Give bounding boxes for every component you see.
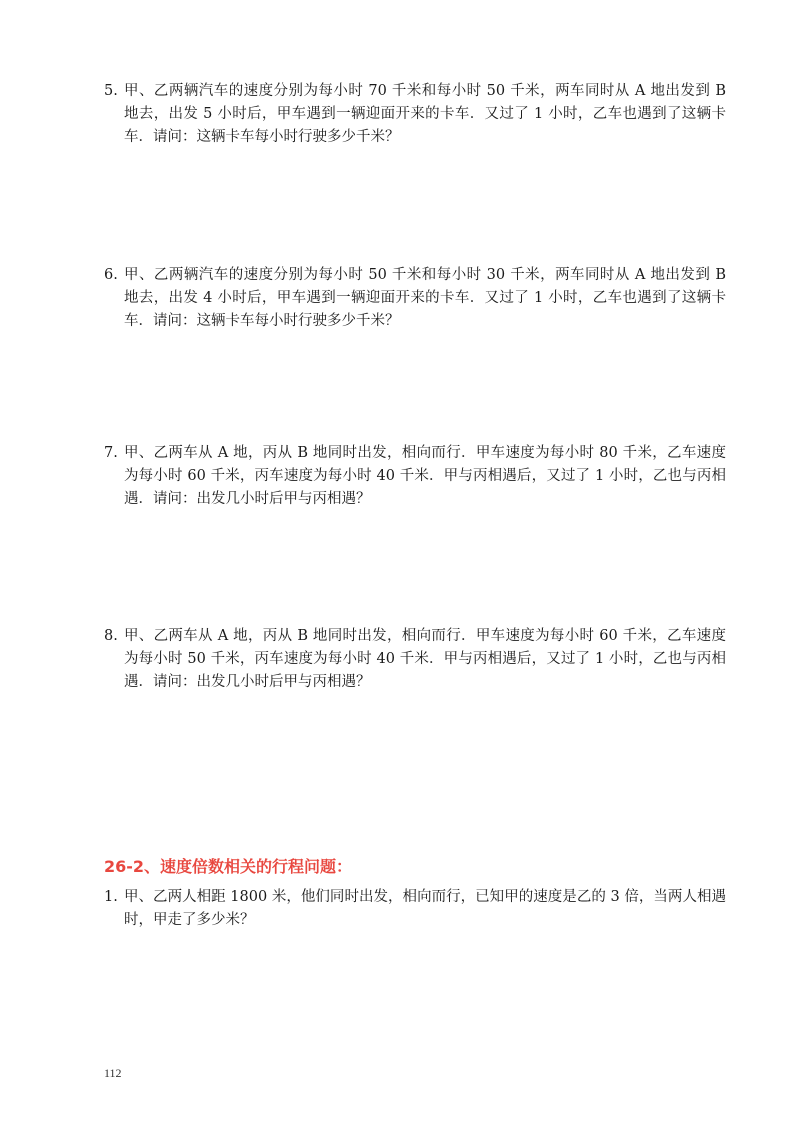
problem-number: 7. bbox=[104, 445, 118, 461]
section-title: 26-2、速度倍数相关的行程问题： bbox=[104, 857, 353, 876]
problem-number: 8. bbox=[104, 628, 118, 644]
problem-text: 甲、乙两人相距 1800 米，他们同时出发，相向而行，已知甲的速度是乙的 3 倍，当两人相遇时，甲走了多少米？ bbox=[124, 889, 726, 928]
problem-text: 甲、乙两辆汽车的速度分别为每小时 50 千米和每小时 30 千米，两车同时从 A 地出发到 B 地去，出发 4 小时后，甲车遇到一辆迎面开来的卡车．又过了 1 小时，乙车也遇到了这辆卡车．请问：这辆卡车每小时行驶多少千米？ bbox=[124, 267, 726, 329]
problem-number: 6. bbox=[104, 267, 118, 283]
problem-text: 甲、乙两辆汽车的速度分别为每小时 70 千米和每小时 50 千米，两车同时从 A 地出发到 B 地去，出发 5 小时后，甲车遇到一辆迎面开来的卡车．又过了 1 小时，乙车也遇到了这辆卡车．请问：这辆卡车每小时行驶多少千米？ bbox=[124, 83, 726, 145]
problem-26-2-1 bbox=[104, 886, 726, 932]
problem-8 bbox=[104, 625, 726, 694]
problem-number: 1. bbox=[104, 889, 118, 905]
problem-text: 甲、乙两车从 A 地，丙从 B 地同时出发，相向而行．甲车速度为每小时 80 千米，乙车速度为每小时 60 千米，丙车速度为每小时 40 千米．甲与丙相遇后，又过了 1 小时，乙也与丙相遇．请问：出发几小时后甲与丙相遇？ bbox=[124, 445, 726, 507]
page-number: 112 bbox=[104, 1066, 122, 1080]
problem-text: 甲、乙两车从 A 地，丙从 B 地同时出发，相向而行．甲车速度为每小时 60 千米，乙车速度为每小时 50 千米，丙车速度为每小时 40 千米．甲与丙相遇后，又过了 1 小时，乙也与丙相遇．请问：出发几小时后甲与丙相遇？ bbox=[124, 628, 726, 690]
problem-7 bbox=[104, 442, 726, 511]
problem-5 bbox=[104, 80, 726, 149]
problem-number: 5. bbox=[104, 83, 118, 99]
problem-6 bbox=[104, 264, 726, 333]
